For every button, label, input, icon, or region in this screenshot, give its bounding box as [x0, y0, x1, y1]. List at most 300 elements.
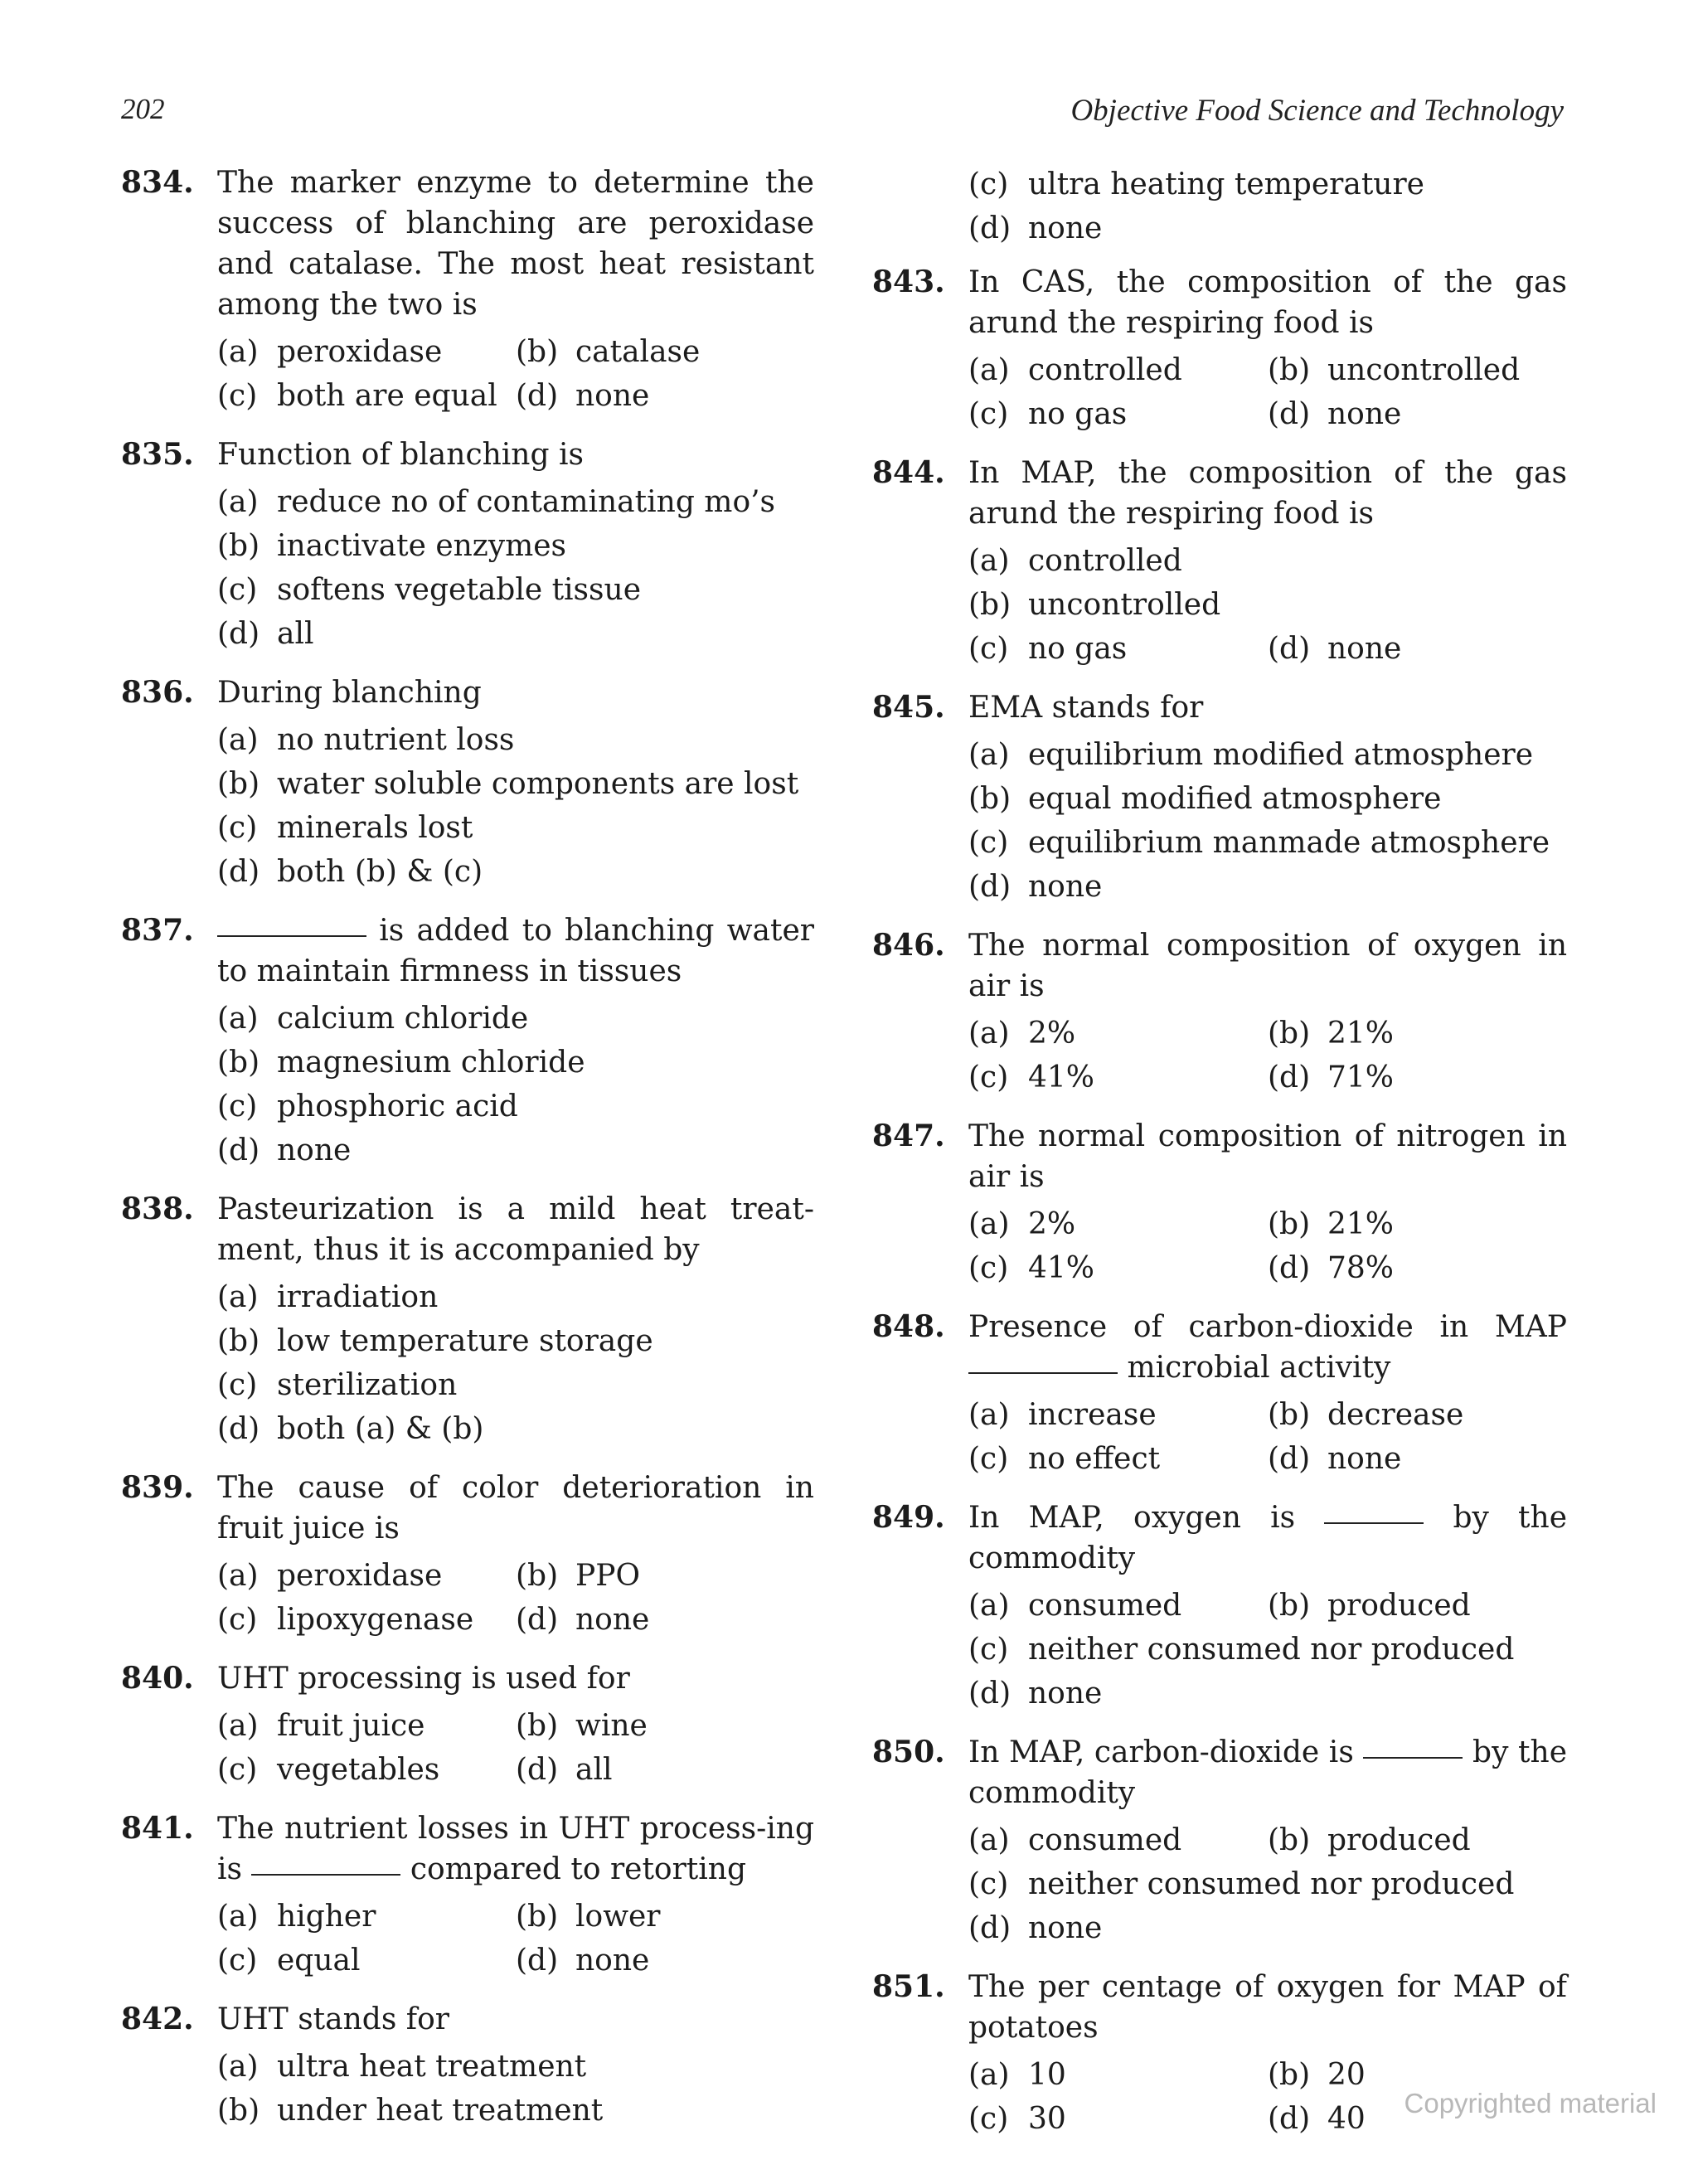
option-text: none	[1028, 1911, 1103, 1945]
option-label: (b)	[516, 1709, 559, 1743]
answer-option	[968, 1056, 1268, 1099]
question-text-after-blank: by the commodity	[968, 1735, 1568, 1810]
option-text: higher	[277, 1900, 376, 1934]
option-label: (b)	[217, 1046, 260, 1080]
question-text-before-blank: In MAP, carbon-dioxide is	[968, 1735, 1364, 1769]
option-row	[968, 1246, 1567, 1290]
option-row	[217, 2089, 814, 2133]
answer-option	[1268, 1012, 1567, 1056]
question-text: UHT stands for	[217, 2002, 449, 2036]
option-text: reduce no of contaminating mo’s	[277, 485, 776, 519]
option-text: softens vegetable tissue	[277, 573, 641, 607]
option-row	[217, 1704, 814, 1748]
answer-option	[1268, 1437, 1567, 1481]
question-text	[968, 1497, 1567, 1579]
option-label: (b)	[1268, 353, 1311, 387]
option-text: none	[1028, 870, 1103, 904]
question-item	[872, 1497, 1567, 1716]
answer-option	[217, 2089, 603, 2133]
options-list	[217, 2045, 814, 2133]
question-text	[968, 1732, 1567, 1813]
option-text: uncontrolled	[1028, 588, 1221, 622]
option-row	[968, 206, 1567, 250]
question-number: 842.	[121, 2002, 194, 2036]
question-item	[872, 925, 1567, 1099]
option-text: no effect	[1028, 1442, 1161, 1476]
option-row	[217, 480, 814, 524]
answer-option	[1268, 1818, 1567, 1862]
question-text: The marker enzyme to determine the success of blanching are peroxidase and catalase. The most heat resistant among the two is	[217, 166, 814, 322]
option-row	[968, 163, 1567, 206]
option-row	[217, 1598, 814, 1642]
options-list	[968, 1818, 1567, 1950]
fill-in-blank	[968, 1371, 1118, 1374]
option-row	[968, 583, 1567, 627]
question-text: Function of blanching is	[217, 438, 584, 472]
answer-option	[968, 583, 1220, 627]
running-title: Objective Food Science and Technology	[1070, 94, 1564, 128]
option-label: (b)	[1268, 1589, 1311, 1623]
option-row	[217, 524, 814, 568]
option-row	[968, 1202, 1567, 1246]
option-text: 78%	[1327, 1251, 1395, 1285]
option-text: none	[1028, 1677, 1103, 1711]
option-text: no gas	[1028, 632, 1128, 666]
answer-option	[217, 1598, 516, 1642]
option-text: 30	[1028, 2102, 1066, 2136]
option-text: equilibrium manmade atmosphere	[1028, 826, 1550, 860]
option-label: (b)	[1268, 1823, 1311, 1857]
option-row	[968, 1056, 1567, 1099]
option-text: magnesium chloride	[277, 1046, 585, 1080]
question-number: 840.	[121, 1661, 194, 1696]
question-number: 835.	[121, 437, 194, 472]
continued-options	[872, 163, 1567, 250]
answer-option	[217, 2045, 586, 2089]
option-text: lower	[575, 1900, 661, 1934]
option-label: (d)	[217, 1133, 260, 1167]
option-label: (c)	[217, 1090, 258, 1124]
option-label: (a)	[968, 353, 1010, 387]
copyright-watermark: Copyrighted material	[1404, 2088, 1657, 2118]
option-label: (c)	[968, 1633, 1009, 1667]
option-row	[217, 1895, 814, 1939]
option-row	[968, 1584, 1567, 1628]
option-text: 71%	[1327, 1060, 1395, 1094]
option-row	[217, 2045, 814, 2089]
option-label: (d)	[1268, 397, 1311, 431]
option-label: (d)	[516, 379, 559, 413]
answer-option	[217, 1895, 516, 1939]
options-list	[217, 718, 814, 894]
option-text: controlled	[1028, 353, 1182, 387]
option-text: low temperature storage	[277, 1324, 653, 1358]
options-list	[968, 539, 1567, 671]
fill-in-blank	[1363, 1756, 1463, 1759]
option-label: (c)	[968, 1060, 1009, 1094]
option-text: none	[277, 1133, 352, 1167]
question-item	[872, 1116, 1567, 1290]
option-row	[968, 392, 1567, 436]
answer-option	[968, 1246, 1268, 1290]
option-row	[968, 1906, 1567, 1950]
option-label: (a)	[217, 1709, 259, 1743]
option-label: (a)	[968, 1589, 1010, 1623]
answer-option	[217, 1085, 518, 1128]
question-text	[968, 1307, 1567, 1388]
option-row	[968, 733, 1567, 777]
option-text: catalase	[575, 335, 701, 369]
answer-option	[516, 1598, 814, 1642]
answer-option	[968, 1012, 1268, 1056]
option-label: (b)	[968, 588, 1012, 622]
answer-option	[217, 480, 775, 524]
answer-option	[217, 1704, 516, 1748]
option-label: (b)	[1268, 2058, 1311, 2092]
answer-option	[968, 1628, 1514, 1672]
option-text: phosphoric acid	[277, 1090, 518, 1124]
answer-option	[968, 1584, 1268, 1628]
answer-option	[968, 1818, 1268, 1862]
option-label: (d)	[217, 1412, 260, 1446]
option-label: (d)	[968, 1677, 1012, 1711]
option-label: (a)	[968, 1207, 1010, 1241]
option-label: (c)	[217, 1753, 258, 1787]
option-label: (c)	[968, 826, 1009, 860]
answer-option	[968, 539, 1182, 583]
option-text: none	[1327, 1442, 1402, 1476]
option-text: 10	[1028, 2058, 1066, 2092]
option-row	[217, 806, 814, 850]
answer-option	[968, 1393, 1268, 1437]
option-row	[968, 1862, 1567, 1906]
option-row	[217, 1275, 814, 1319]
question-item	[121, 1808, 814, 1983]
option-row	[968, 348, 1567, 392]
option-row	[968, 1437, 1567, 1481]
answer-option	[217, 1363, 457, 1407]
option-text: 41%	[1028, 1251, 1095, 1285]
answer-option	[1268, 1246, 1567, 1290]
option-label: (a)	[217, 2050, 259, 2084]
option-label: (a)	[217, 723, 259, 757]
option-row	[217, 718, 814, 762]
option-label: (c)	[968, 167, 1009, 201]
option-text: 2%	[1028, 1207, 1076, 1241]
answer-option	[968, 733, 1533, 777]
answer-option	[217, 997, 528, 1041]
question-number: 837.	[121, 913, 194, 948]
question-text: In MAP, the composition of the gas arund the respiring food is	[968, 456, 1567, 531]
answer-option	[217, 1554, 516, 1598]
option-text: water soluble components are lost	[277, 767, 799, 801]
answer-option	[1268, 1202, 1567, 1246]
question-text-after-blank: by the commodity	[968, 1501, 1567, 1575]
option-row	[968, 1672, 1567, 1716]
question-number: 836.	[121, 675, 194, 710]
option-label: (b)	[217, 1324, 260, 1358]
option-text: decrease	[1327, 1398, 1464, 1432]
option-label: (d)	[516, 1603, 559, 1637]
option-label: (c)	[217, 379, 258, 413]
option-text: none	[1028, 211, 1103, 245]
question-number: 848.	[872, 1309, 945, 1344]
answer-option	[217, 612, 314, 656]
question-text: EMA stands for	[968, 691, 1204, 725]
option-label: (c)	[968, 397, 1009, 431]
answer-option	[516, 1704, 814, 1748]
option-text: 41%	[1028, 1060, 1095, 1094]
option-row	[217, 1554, 814, 1598]
question-item	[121, 1658, 814, 1792]
option-label: (d)	[516, 1944, 559, 1978]
option-label: (d)	[968, 211, 1012, 245]
option-text: none	[575, 1944, 650, 1978]
option-label: (a)	[968, 1398, 1010, 1432]
option-label: (a)	[968, 1823, 1010, 1857]
option-row	[968, 1012, 1567, 1056]
option-label: (b)	[217, 529, 260, 563]
option-text: calcium chloride	[277, 1002, 529, 1036]
option-text: neither consumed nor produced	[1028, 1867, 1515, 1901]
question-item	[121, 910, 814, 1172]
option-row	[968, 1818, 1567, 1862]
page-number: 202	[121, 93, 165, 125]
question-text: The normal composition of oxygen in air is	[968, 929, 1567, 1003]
answer-option	[516, 330, 814, 374]
option-label: (a)	[968, 738, 1010, 772]
question-number: 843.	[872, 265, 945, 299]
answer-option	[968, 348, 1268, 392]
option-text: produced	[1327, 1823, 1471, 1857]
answer-option	[217, 806, 473, 850]
question-number: 838.	[121, 1191, 194, 1226]
option-text: vegetables	[277, 1753, 440, 1787]
option-text: minerals lost	[277, 811, 473, 845]
question-text: The cause of color deterioration in fruit juice is	[217, 1471, 814, 1546]
answer-option	[968, 163, 1424, 206]
option-label: (a)	[217, 335, 259, 369]
right-column	[872, 163, 1567, 2157]
answer-option	[516, 374, 814, 418]
option-text: peroxidase	[277, 1559, 443, 1593]
fill-in-blank	[1324, 1522, 1424, 1524]
options-list	[217, 1704, 814, 1792]
question-item	[121, 1999, 814, 2133]
answer-option	[968, 2053, 1268, 2097]
options-list	[217, 1895, 814, 1983]
option-label: (d)	[516, 1753, 559, 1787]
options-list	[217, 330, 814, 418]
answer-option	[968, 392, 1268, 436]
options-list	[217, 1275, 814, 1451]
option-row	[217, 1128, 814, 1172]
answer-option	[217, 718, 514, 762]
option-row	[968, 777, 1567, 821]
answer-option	[1268, 392, 1567, 436]
option-text: irradiation	[277, 1280, 439, 1314]
question-text: During blanching	[217, 676, 482, 710]
option-text: consumed	[1028, 1823, 1182, 1857]
question-text: Pasteurization is a mild heat treat-ment, thus it is accompanied by	[217, 1192, 814, 1267]
option-text: all	[277, 617, 314, 651]
option-text: ultra heat treatment	[277, 2050, 587, 2084]
question-item	[872, 262, 1567, 436]
option-text: equal modified atmosphere	[1028, 782, 1442, 816]
question-text: UHT processing is used for	[217, 1662, 630, 1696]
answer-option	[1268, 348, 1567, 392]
answer-option	[1268, 1393, 1567, 1437]
option-label: (a)	[968, 2058, 1010, 2092]
option-label: (b)	[1268, 1017, 1311, 1051]
question-text-before-blank: The nutrient losses in UHT process-ing is	[217, 1812, 814, 1886]
option-label: (c)	[217, 1603, 258, 1637]
answer-option	[968, 2097, 1268, 2141]
option-text: peroxidase	[277, 335, 443, 369]
answer-option	[217, 1041, 585, 1085]
answer-option	[217, 330, 516, 374]
option-text: consumed	[1028, 1589, 1182, 1623]
option-row	[217, 1041, 814, 1085]
option-label: (c)	[217, 1368, 258, 1402]
option-text: under heat treatment	[277, 2094, 604, 2128]
option-text: wine	[575, 1709, 648, 1743]
answer-option	[217, 524, 566, 568]
option-row	[217, 1319, 814, 1363]
option-text: controlled	[1028, 544, 1182, 578]
question-number: 839.	[121, 1470, 194, 1505]
option-text: both (a) & (b)	[277, 1412, 484, 1446]
option-label: (d)	[217, 855, 260, 889]
option-label: (d)	[1268, 1060, 1311, 1094]
option-label: (c)	[968, 1442, 1009, 1476]
option-label: (c)	[217, 811, 258, 845]
answer-option	[217, 1939, 516, 1983]
option-label: (b)	[516, 1559, 559, 1593]
answer-option	[968, 821, 1550, 865]
answer-option	[217, 762, 798, 806]
option-row	[217, 1407, 814, 1451]
option-label: (c)	[217, 573, 258, 607]
option-label: (a)	[968, 1017, 1010, 1051]
answer-option	[516, 1939, 814, 1983]
answer-option	[516, 1748, 814, 1792]
option-text: sterilization	[277, 1368, 458, 1402]
answer-option	[968, 865, 1102, 909]
answer-option	[1268, 627, 1567, 671]
question-number: 850.	[872, 1735, 945, 1769]
option-row	[217, 612, 814, 656]
option-row	[968, 627, 1567, 671]
option-label: (b)	[217, 767, 260, 801]
question-text: The normal composition of nitrogen in air is	[968, 1119, 1567, 1194]
option-label: (a)	[217, 1559, 259, 1593]
question-number: 834.	[121, 165, 194, 200]
question-number: 845.	[872, 690, 945, 725]
option-label: (d)	[1268, 1251, 1311, 1285]
answer-option	[217, 1128, 351, 1172]
option-row	[217, 1748, 814, 1792]
option-text: no gas	[1028, 397, 1128, 431]
option-text: none	[575, 1603, 650, 1637]
option-text: inactivate enzymes	[277, 529, 567, 563]
option-label: (a)	[217, 1900, 259, 1934]
answer-option	[516, 1895, 814, 1939]
option-label: (b)	[217, 2094, 260, 2128]
question-text-after-blank: compared to retorting	[400, 1852, 747, 1886]
answer-option	[968, 1906, 1102, 1950]
fill-in-blank	[217, 934, 366, 937]
options-list	[968, 1393, 1567, 1481]
options-list	[968, 1202, 1567, 1290]
answer-option	[1268, 1056, 1567, 1099]
option-row	[217, 1363, 814, 1407]
question-number: 851.	[872, 1969, 945, 2004]
answer-option	[217, 1748, 516, 1792]
option-label: (c)	[968, 1251, 1009, 1285]
option-text: equal	[277, 1944, 361, 1978]
option-label: (d)	[1268, 2102, 1311, 2136]
answer-option	[968, 777, 1441, 821]
question-number: 849.	[872, 1500, 945, 1535]
option-text: equilibrium modified atmosphere	[1028, 738, 1534, 772]
option-row	[217, 374, 814, 418]
options-list	[217, 997, 814, 1172]
option-row	[968, 865, 1567, 909]
answer-option	[217, 568, 641, 612]
answer-option	[217, 1275, 438, 1319]
option-row	[217, 1085, 814, 1128]
option-label: (b)	[968, 782, 1012, 816]
option-row	[217, 762, 814, 806]
answer-option	[968, 206, 1102, 250]
option-text: neither consumed nor produced	[1028, 1633, 1515, 1667]
option-text: 21%	[1327, 1017, 1395, 1051]
option-label: (d)	[217, 617, 260, 651]
option-label: (d)	[1268, 632, 1311, 666]
option-text: 2%	[1028, 1017, 1076, 1051]
option-label: (b)	[516, 1900, 559, 1934]
option-text: both are equal	[277, 379, 497, 413]
fill-in-blank	[251, 1873, 400, 1876]
question-item	[121, 1189, 814, 1451]
option-label: (d)	[968, 870, 1012, 904]
answer-option	[217, 1319, 653, 1363]
options-list	[968, 1584, 1567, 1716]
option-label: (b)	[516, 335, 559, 369]
option-row	[968, 1628, 1567, 1672]
option-label: (a)	[968, 544, 1010, 578]
answer-option	[516, 1554, 814, 1598]
question-text-before-blank: In MAP, oxygen is	[968, 1501, 1325, 1535]
option-text: PPO	[575, 1559, 640, 1593]
question-text: In CAS, the composition of the gas arund the respiring food is	[968, 265, 1567, 340]
question-item	[872, 1732, 1567, 1950]
question-number: 844.	[872, 455, 945, 490]
option-label: (c)	[968, 1867, 1009, 1901]
option-text: all	[575, 1753, 613, 1787]
option-row	[217, 850, 814, 894]
options-list	[217, 1554, 814, 1642]
option-text: uncontrolled	[1327, 353, 1521, 387]
option-label: (a)	[217, 1002, 259, 1036]
option-label: (c)	[968, 632, 1009, 666]
question-number: 846.	[872, 928, 945, 963]
option-text: fruit juice	[277, 1709, 425, 1743]
question-item	[121, 434, 814, 656]
question-item	[121, 163, 814, 418]
left-column	[121, 163, 814, 2149]
